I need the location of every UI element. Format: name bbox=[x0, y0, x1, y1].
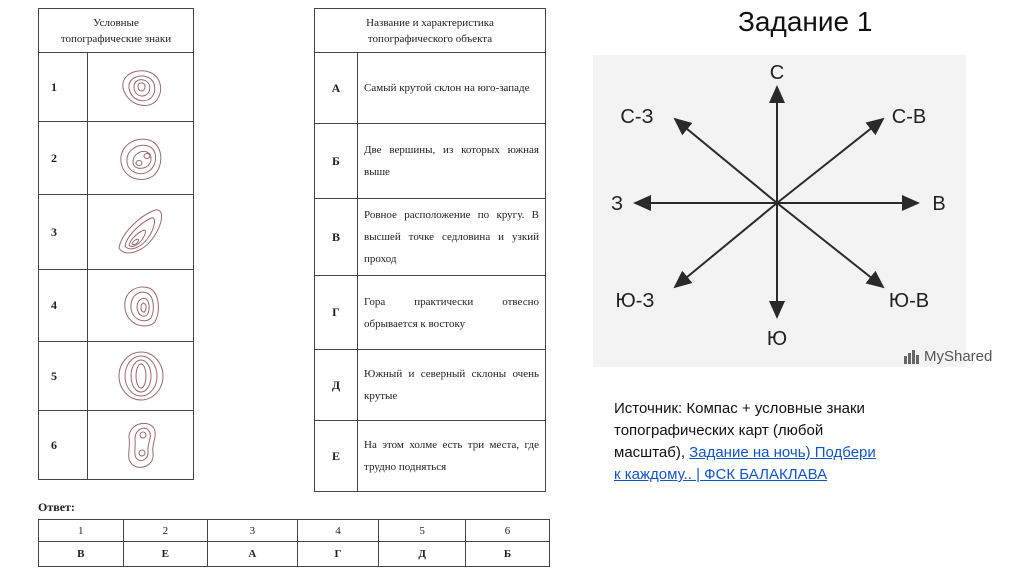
answer-table bbox=[38, 519, 550, 567]
descriptions-header-line1: Название и характеристика bbox=[366, 16, 494, 29]
description-text: Гора практически отвесно обрывается к востоку bbox=[358, 276, 546, 350]
watermark bbox=[904, 348, 992, 365]
contour-symbol-3 bbox=[88, 195, 194, 270]
symbols-header-line2: топографические знаки bbox=[60, 32, 172, 45]
compass-rose bbox=[593, 55, 966, 367]
symbol-number: 4 bbox=[39, 270, 88, 342]
symbols-table bbox=[38, 8, 194, 480]
description-letter: Е bbox=[315, 421, 358, 492]
contour-symbol-4 bbox=[88, 270, 194, 342]
compass-southeast: Ю-В bbox=[888, 290, 930, 312]
description-text: Ровное расположение по кругу. В высшей точке седловина и узкий проход bbox=[358, 199, 546, 276]
description-letter: Г bbox=[315, 276, 358, 350]
answer-letter: Е bbox=[123, 542, 208, 567]
compass-northeast: С-В bbox=[891, 106, 927, 128]
description-text: Самый крутой склон на юго-западе bbox=[358, 53, 546, 124]
symbol-row bbox=[39, 270, 194, 342]
contour-symbol-5 bbox=[88, 342, 194, 411]
answer-number: 2 bbox=[123, 520, 208, 542]
compass-south: Ю bbox=[766, 328, 788, 350]
watermark-text: MyShared bbox=[924, 348, 993, 365]
description-letter: А bbox=[315, 53, 358, 124]
answer-number: 5 bbox=[379, 520, 465, 542]
symbol-number: 3 bbox=[39, 195, 88, 270]
symbol-number: 6 bbox=[39, 411, 88, 480]
description-row bbox=[315, 421, 546, 492]
description-text: На этом холме есть три места, где трудно подняться bbox=[358, 421, 546, 492]
contour-symbol-2 bbox=[88, 122, 194, 195]
compass-east: В bbox=[932, 193, 946, 215]
descriptions-table-header bbox=[315, 9, 546, 53]
description-text: Две вершины, из которых южная выше bbox=[358, 124, 546, 199]
compass-northwest: С-З bbox=[620, 106, 654, 128]
description-text: Южный и северный склоны очень крутые bbox=[358, 350, 546, 421]
description-letter: Б bbox=[315, 124, 358, 199]
symbol-number: 5 bbox=[39, 342, 88, 411]
myshared-logo-icon bbox=[904, 350, 920, 364]
answer-number: 3 bbox=[208, 520, 298, 542]
description-letter: В bbox=[315, 199, 358, 276]
description-row bbox=[315, 124, 546, 199]
answer-letter: Д bbox=[379, 542, 465, 567]
descriptions-header-line2: топографического объекта bbox=[367, 32, 493, 45]
answer-letter: Г bbox=[297, 542, 379, 567]
description-row bbox=[315, 53, 546, 124]
slide-title: Задание 1 bbox=[738, 6, 873, 37]
symbol-number: 1 bbox=[39, 53, 88, 122]
description-letter: Д bbox=[315, 350, 358, 421]
symbol-row bbox=[39, 342, 194, 411]
symbol-row bbox=[39, 53, 194, 122]
compass-arrows-icon bbox=[593, 55, 966, 367]
answer-letters-row bbox=[39, 542, 550, 567]
symbol-row bbox=[39, 195, 194, 270]
answer-numbers-row bbox=[39, 520, 550, 542]
answer-number: 4 bbox=[297, 520, 379, 542]
source-text: Источник: Компас + условные знаки топографических карт (любой масштаб), bbox=[614, 400, 865, 461]
answer-number: 6 bbox=[465, 520, 549, 542]
description-row bbox=[315, 350, 546, 421]
symbol-row bbox=[39, 122, 194, 195]
answer-letter: Б bbox=[465, 542, 549, 567]
description-row bbox=[315, 199, 546, 276]
contour-symbol-6 bbox=[88, 411, 194, 480]
source-link[interactable]: Задание на ночь) Подбери к каждому.. | ФСК БАЛАКЛАВА bbox=[614, 444, 876, 483]
contour-symbol-1 bbox=[88, 53, 194, 122]
symbol-row bbox=[39, 411, 194, 480]
compass-north: С bbox=[769, 62, 785, 84]
symbols-header-line1: Условные bbox=[93, 16, 139, 29]
source-caption bbox=[614, 398, 884, 486]
answer-letter: В bbox=[39, 542, 124, 567]
answer-label: Ответ: bbox=[38, 500, 75, 514]
answer-letter: А bbox=[208, 542, 298, 567]
description-row bbox=[315, 276, 546, 350]
symbol-number: 2 bbox=[39, 122, 88, 195]
answer-number: 1 bbox=[39, 520, 124, 542]
compass-southwest: Ю-З bbox=[615, 290, 655, 312]
symbols-table-header bbox=[39, 9, 194, 53]
descriptions-table bbox=[314, 8, 546, 492]
compass-west: З bbox=[610, 193, 624, 215]
